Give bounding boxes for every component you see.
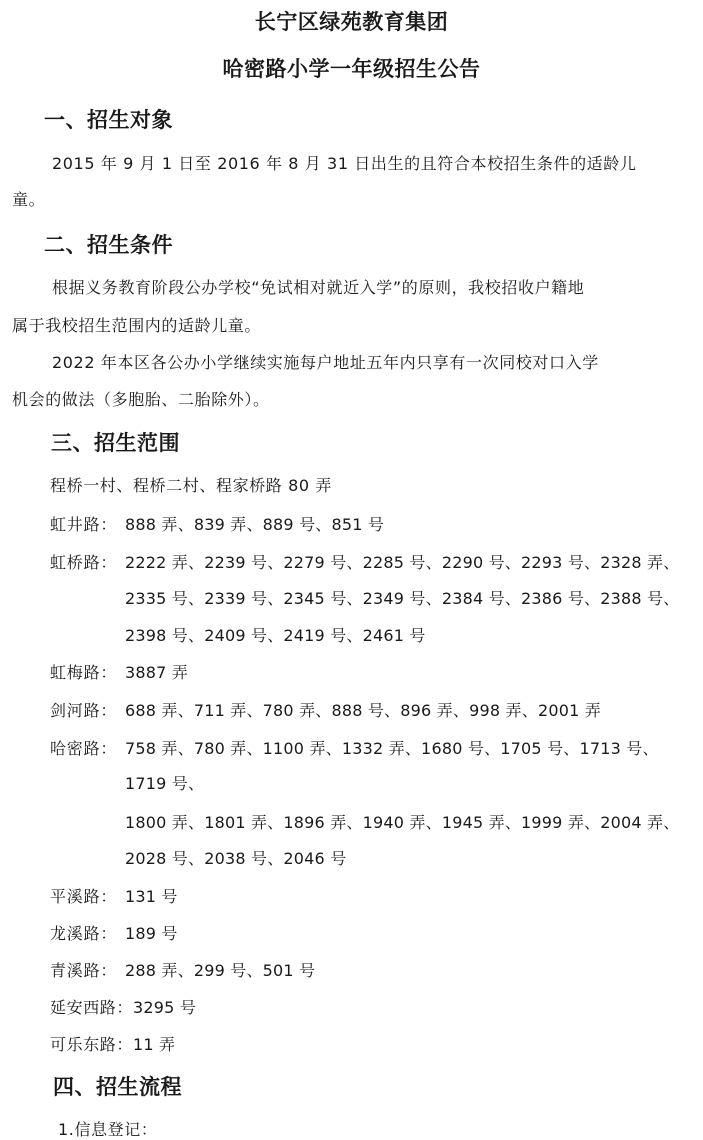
scope-first-line: 程桥一村、程桥二村、程家桥路 80 弄 [50,476,332,495]
notice-title: 哈密路小学一年级招生公告 [222,57,481,81]
road-label: 平溪路： [50,887,118,906]
road-entry-kele-east [50,1032,175,1055]
road-entry-yanan-west [50,995,196,1018]
road-label: 虹梅路： [50,663,118,682]
road-numbers-line: 2222 弄、2239 号、2279 号、2285 号、2290 号、2293 号、2328 弄、 [125,553,680,572]
section-heading-process: 四、招生流程 [53,1075,182,1099]
conditions-para2-line-1: 2022 年本区各公办小学继续实施每户地址五年内只享有一次同校对口入学 [52,353,599,372]
road-numbers-line: 3295 号 [133,998,197,1017]
road-numbers-line: 888 弄、839 弄、889 号、851 号 [125,515,385,534]
road-label: 延安西路： [50,998,134,1017]
section-heading-target: 一、招生对象 [44,108,173,132]
group-title: 长宁区绿苑教育集团 [254,10,449,34]
road-numbers-line: 131 号 [125,887,178,906]
conditions-para2-line-2: 机会的做法（多胞胎、二胎除外）。 [12,390,270,409]
road-numbers-line: 1800 弄、1801 弄、1896 弄、1940 弄、1945 弄、1999 弄、2004 弄、 [125,813,680,832]
road-label: 龙溪路： [50,924,118,943]
conditions-para1-line-1: 根据义务教育阶段公办学校“免试相对就近入学”的原则，我校招收户籍地 [52,278,585,297]
road-numbers-line: 758 弄、780 弄、1100 弄、1332 弄、1680 号、1705 号、1713 号、 [125,739,659,758]
road-numbers-line: 1719 号、 [125,774,205,793]
road-label: 可乐东路： [50,1035,134,1054]
road-numbers-line: 2335 号、2339 号、2345 号、2349 号、2384 号、2386 号、2388 号、 [125,589,680,608]
road-numbers-line: 11 弄 [133,1035,176,1054]
road-label: 哈密路： [50,739,118,758]
conditions-para1-line-2: 属于我校招生范围内的适龄儿童。 [12,316,262,335]
road-label: 虹井路： [50,515,118,534]
target-text-line-1: 2015 年 9 月 1 日至 2016 年 8 月 31 日出生的且符合本校招生条件的适龄儿 [52,154,637,173]
road-numbers-line: 2028 号、2038 号、2046 号 [125,849,347,868]
target-text-line-2: 童。 [12,190,46,209]
section-heading-conditions: 二、招生条件 [44,233,173,257]
road-numbers-line: 688 弄、711 弄、780 弄、888 号、896 弄、998 弄、2001 弄 [125,701,601,720]
section-heading-scope: 三、招生范围 [51,431,180,455]
road-numbers-line: 2398 号、2409 号、2419 号、2461 号 [125,626,426,645]
road-numbers-line: 3887 弄 [125,663,189,682]
road-label: 青溪路： [50,961,118,980]
road-numbers-line: 288 弄、299 号、501 号 [125,961,316,980]
road-label: 虹桥路： [50,553,118,572]
road-numbers-line: 189 号 [125,924,178,943]
road-label: 剑河路： [50,701,118,720]
process-item-1: 1.信息登记： [58,1120,158,1139]
